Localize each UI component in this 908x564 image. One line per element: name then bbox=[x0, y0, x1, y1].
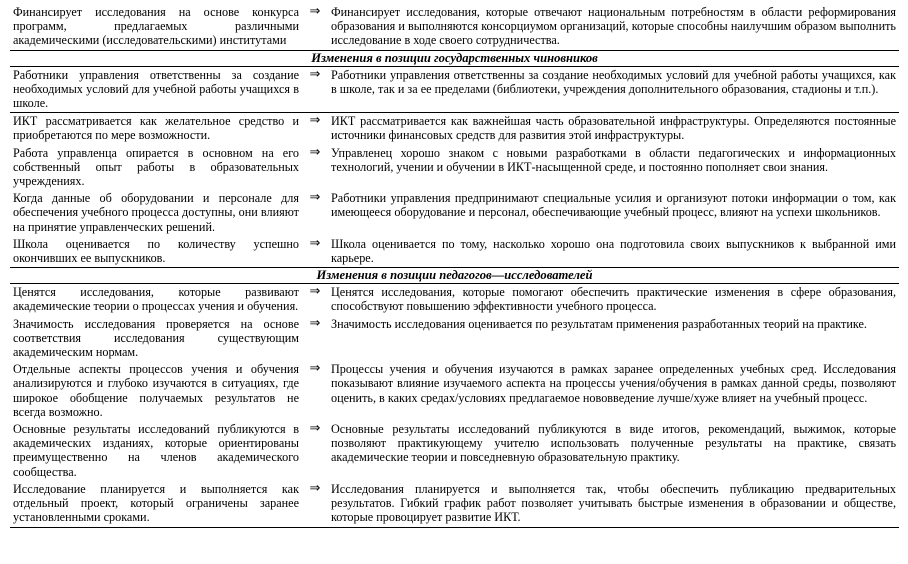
old-position-text: Работники управления ответственны за создание необходимых условий для учебной работы учащихся в школе. bbox=[13, 67, 299, 111]
arrow-icon: ⇒ bbox=[309, 284, 321, 300]
new-position-text: ИКТ рассматривается как важнейшая часть образовательной инфраструктуры. Определяются постоянные источники финансовых средств для развития этой инфраструктуры. bbox=[331, 114, 896, 143]
arrow-icon: ⇒ bbox=[309, 361, 321, 377]
arrow-icon: ⇒ bbox=[309, 190, 321, 206]
new-position-text: Управленец хорошо знаком с новыми разработками в области педагогических и информационных технологий, учении и обучении в ИКТ-насыщенной среде, и постоянно пополняет свои знания. bbox=[331, 145, 896, 174]
table-row bbox=[10, 190, 899, 236]
table-row bbox=[10, 361, 899, 421]
arrow-icon: ⇒ bbox=[309, 480, 321, 496]
table-row bbox=[10, 67, 899, 114]
old-position-text: ИКТ рассматривается как желательное средство и приобретаются по мере возможности. bbox=[13, 114, 299, 143]
table-row bbox=[10, 236, 899, 267]
new-position-text: Значимость исследования оценивается по результатам применения разработанных теорий на практике. bbox=[331, 316, 867, 331]
new-position-text: Процессы учения и обучения изучаются в рамках заранее определенных учебных сред. Исследования показывают влияние изучаемого аспекта на процессы учения/обучения в рамках данной среды, позволяют оценить, в каких средах/условиях предлагаемое нововведение лучше/хуже влияет на учебный процесс. bbox=[331, 362, 896, 405]
new-position-text: Работники управления предпринимают специальные усилия и организуют потоки информации о том, как имеющееся оборудование и персонал, обеспечивающие учебный процесс, влияют на успехи школьников. bbox=[331, 191, 896, 220]
arrow-icon: ⇒ bbox=[309, 113, 321, 129]
old-position-text: Значимость исследования проверяется на основе соответствия исследования существующим академическим нормам. bbox=[13, 316, 299, 360]
new-position-text: Финансирует исследования, которые отвечают национальным потребностям в области реформирования образования и выполняются консорциумом организаций, которые способны наилучшим образом выполнить исследование в ходе своего сотрудничества. bbox=[331, 5, 896, 48]
new-position-text: Основные результаты исследований публикуются в виде итогов, рекомендаций, выжимок, которые позволяют практикующему учителю использовать полученные результаты на практике, связать академические теории и повседневную образовательную практику. bbox=[331, 422, 896, 465]
arrow-icon: ⇒ bbox=[309, 315, 321, 331]
table-row bbox=[10, 481, 899, 528]
arrow-icon: ⇒ bbox=[309, 144, 321, 160]
old-position-text: Работа управленца опирается в основном на его собственный опыт работы в образовательных учреждениях. bbox=[13, 145, 299, 189]
table-row bbox=[10, 316, 899, 362]
table-row bbox=[10, 113, 899, 144]
section-heading: Изменения в позиции педагогов—исследователей bbox=[10, 267, 899, 284]
new-position-text: Работники управления ответственны за создание необходимых условий для учебной работы учащихся, как в школе, так и за ее пределами (библиотеки, учреждения дополнительного образования, стадионы и т.п.). bbox=[331, 67, 896, 96]
table-row bbox=[10, 284, 899, 315]
old-position-text: Основные результаты исследований публикуются в академических изданиях, которые ориентированы преимущественно на членов академического сообщества. bbox=[13, 422, 299, 479]
arrow-icon: ⇒ bbox=[309, 421, 321, 437]
arrow-icon: ⇒ bbox=[309, 235, 321, 251]
old-position-text: Когда данные об оборудовании и персонале для обеспечения учебного процесса доступны, они влияют на принятие управленческих решений. bbox=[13, 191, 299, 234]
table-row bbox=[10, 421, 899, 481]
new-position-text: Исследования планируется и выполняется так, чтобы обеспечить публикацию предварительных результатов. Гибкий график работ позволяет учитывать быстрые изменения в образовании и обществе, которые провоцирует развитие ИКТ. bbox=[331, 481, 896, 525]
old-position-text: Школа оценивается по количеству успешно окончивших ее выпускников. bbox=[13, 236, 299, 266]
arrow-icon: ⇒ bbox=[309, 66, 321, 82]
table-row bbox=[10, 4, 899, 50]
old-position-text: Ценятся исследования, которые развивают академические теории о процессах учения и обучения. bbox=[13, 285, 299, 314]
new-position-text: Ценятся исследования, которые помогают обеспечить практические изменения в сфере образования, способствуют повышению эффективности учебного процесса. bbox=[331, 285, 896, 314]
table-row bbox=[10, 145, 899, 191]
arrow-icon: ⇒ bbox=[309, 4, 321, 19]
old-position-text: Исследование планируется и выполняется как отдельный проект, который ограничены заранее установленными сроками. bbox=[13, 481, 299, 525]
section-heading: Изменения в позиции государственных чиновников bbox=[10, 50, 899, 67]
old-position-text: Финансирует исследования на основе конкурса программ, предлагаемых различными академическими (исследовательскими) институтами bbox=[13, 5, 299, 48]
comparison-table bbox=[10, 4, 899, 528]
new-position-text: Школа оценивается по тому, насколько хорошо она подготовила своих выпускников к выбранной ими карьере. bbox=[331, 236, 896, 266]
old-position-text: Отдельные аспекты процессов учения и обучения анализируются и глубоко изучаются в ситуациях, где широкое обобщение получаемых результатов не всегда возможно. bbox=[13, 362, 299, 419]
